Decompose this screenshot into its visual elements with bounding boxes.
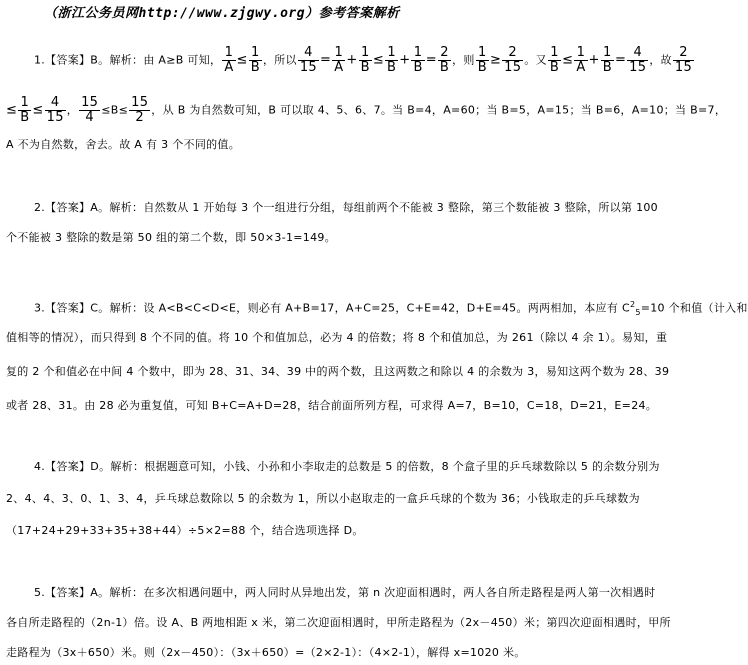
q4-line-3: （17+24+29+33+35+38+44）÷5×2=88 个，结合选项选择 D。 xyxy=(6,524,364,537)
q4-line-1: 4.【答案】D。解析：根据题意可知，小钱、小孙和小李取走的总数是 5 的倍数，8 个盒子里的乒乓球数除以 5 的余数分别为 xyxy=(34,460,660,473)
q3-line-3: 复的 2 个和值必在中间 4 个数中，即为 28、31、34、39 中的两个数，且这两数之和除以 4 的余数为 3，易知这两个数为 28、39 xyxy=(6,365,670,378)
q4-line-2: 2、4、4、3、0、1、3、4，乒乓球总数除以 5 的余数为 1，所以小赵取走的一盒乒乓球的个数为 36；小钱取走的乒乓球数为 xyxy=(6,492,640,505)
header-url: http://www.zjgwy.org xyxy=(138,6,306,21)
q2-line-1: 2.【答案】A。解析：自然数从 1 开始每 3 个一组进行分组，每组前两个不能被 3 整除，第三个数能被 3 整除，所以第 100 xyxy=(34,201,658,214)
q5-line-1: 5.【答案】A。解析：在多次相遇问题中，两人同时从异地出发，第 n 次迎面相遇时，两人各自所走路程是两人第一次相遇时 xyxy=(34,586,656,599)
q1-line-2: ≤ $\frac{1}{B}$ ≤ $\frac{4}{15}$ ， $\frac{15}{4}$ ≤B≤ $\frac{15}{2}$ ，从 B 为自然数可知，B 可以取 4、5、6、7。当 B=4，A=60；当 B=5，A=15；当 B=6，A=10；当 B=7， xyxy=(6,95,727,125)
q3-line-1: 3.【答案】C。解析：设 A<B<C<D<E，则必有 A+B=17，A+C=25，C+E=42，D+E=45。两两相加，本应有 $C^2_5=10$ 个和值（计入和 xyxy=(34,300,748,317)
header-suffix: ）参考答案解析 xyxy=(305,6,400,21)
q1-line-3: A 不为自然数，舍去。故 A 有 3 个不同的值。 xyxy=(6,138,241,151)
q5-line-2: 各自所走路程的（2n-1）倍。设 A、B 两地相距 x 米，第二次迎面相遇时，甲所走路程为（2x－450）米；第四次迎面相遇时，甲所 xyxy=(6,616,671,629)
q3-line-4: 或者 28、31。由 28 必为重复值，可知 B+C=A+D=28，结合前面所列方程，可求得 A=7，B=10，C=18，D=21，E=24。 xyxy=(6,399,658,412)
page-header xyxy=(44,2,400,21)
q3-line-2: 值相等的情况），而只得到 8 个不同的值。将 10 个和值加总，必为 4 的倍数；将 8 个和值加总，为 261（除以 4 余 1）。易知，重 xyxy=(6,331,668,344)
q5-line-3: 走路程为（3x＋650）米。则（2x－450）：（3x＋650）=（2×2-1）：（4×2-1），解得 x=1020 米。 xyxy=(6,646,526,659)
q2-line-2: 个不能被 3 整除的数是第 50 组的第二个数，即 50×3-1=149。 xyxy=(6,231,336,244)
q1-line-1: 1.【答案】B。解析：由 A≥B 可知， $\frac{1}{A}$ ≤ $\frac{1}{B}$ ，所以 $\frac{4}{15}$ = $\frac{1}{A}$ + $\frac{1}{B}$ ≤ $\frac{1}{B}$ + $\frac{1}{B}$ = $\frac{2}{B}$ ，则 $\frac{1}{B}$ ≥ $\frac{2}{15}$ 。又 $\frac{1}{B}$ ≤ $\frac{1}{A}$ + $\frac{1}{B}$ = $\frac{4}{15}$ ，故 $\frac{2}{15}$ xyxy=(34,45,693,75)
header-prefix: （浙江公务员网 xyxy=(44,6,139,21)
